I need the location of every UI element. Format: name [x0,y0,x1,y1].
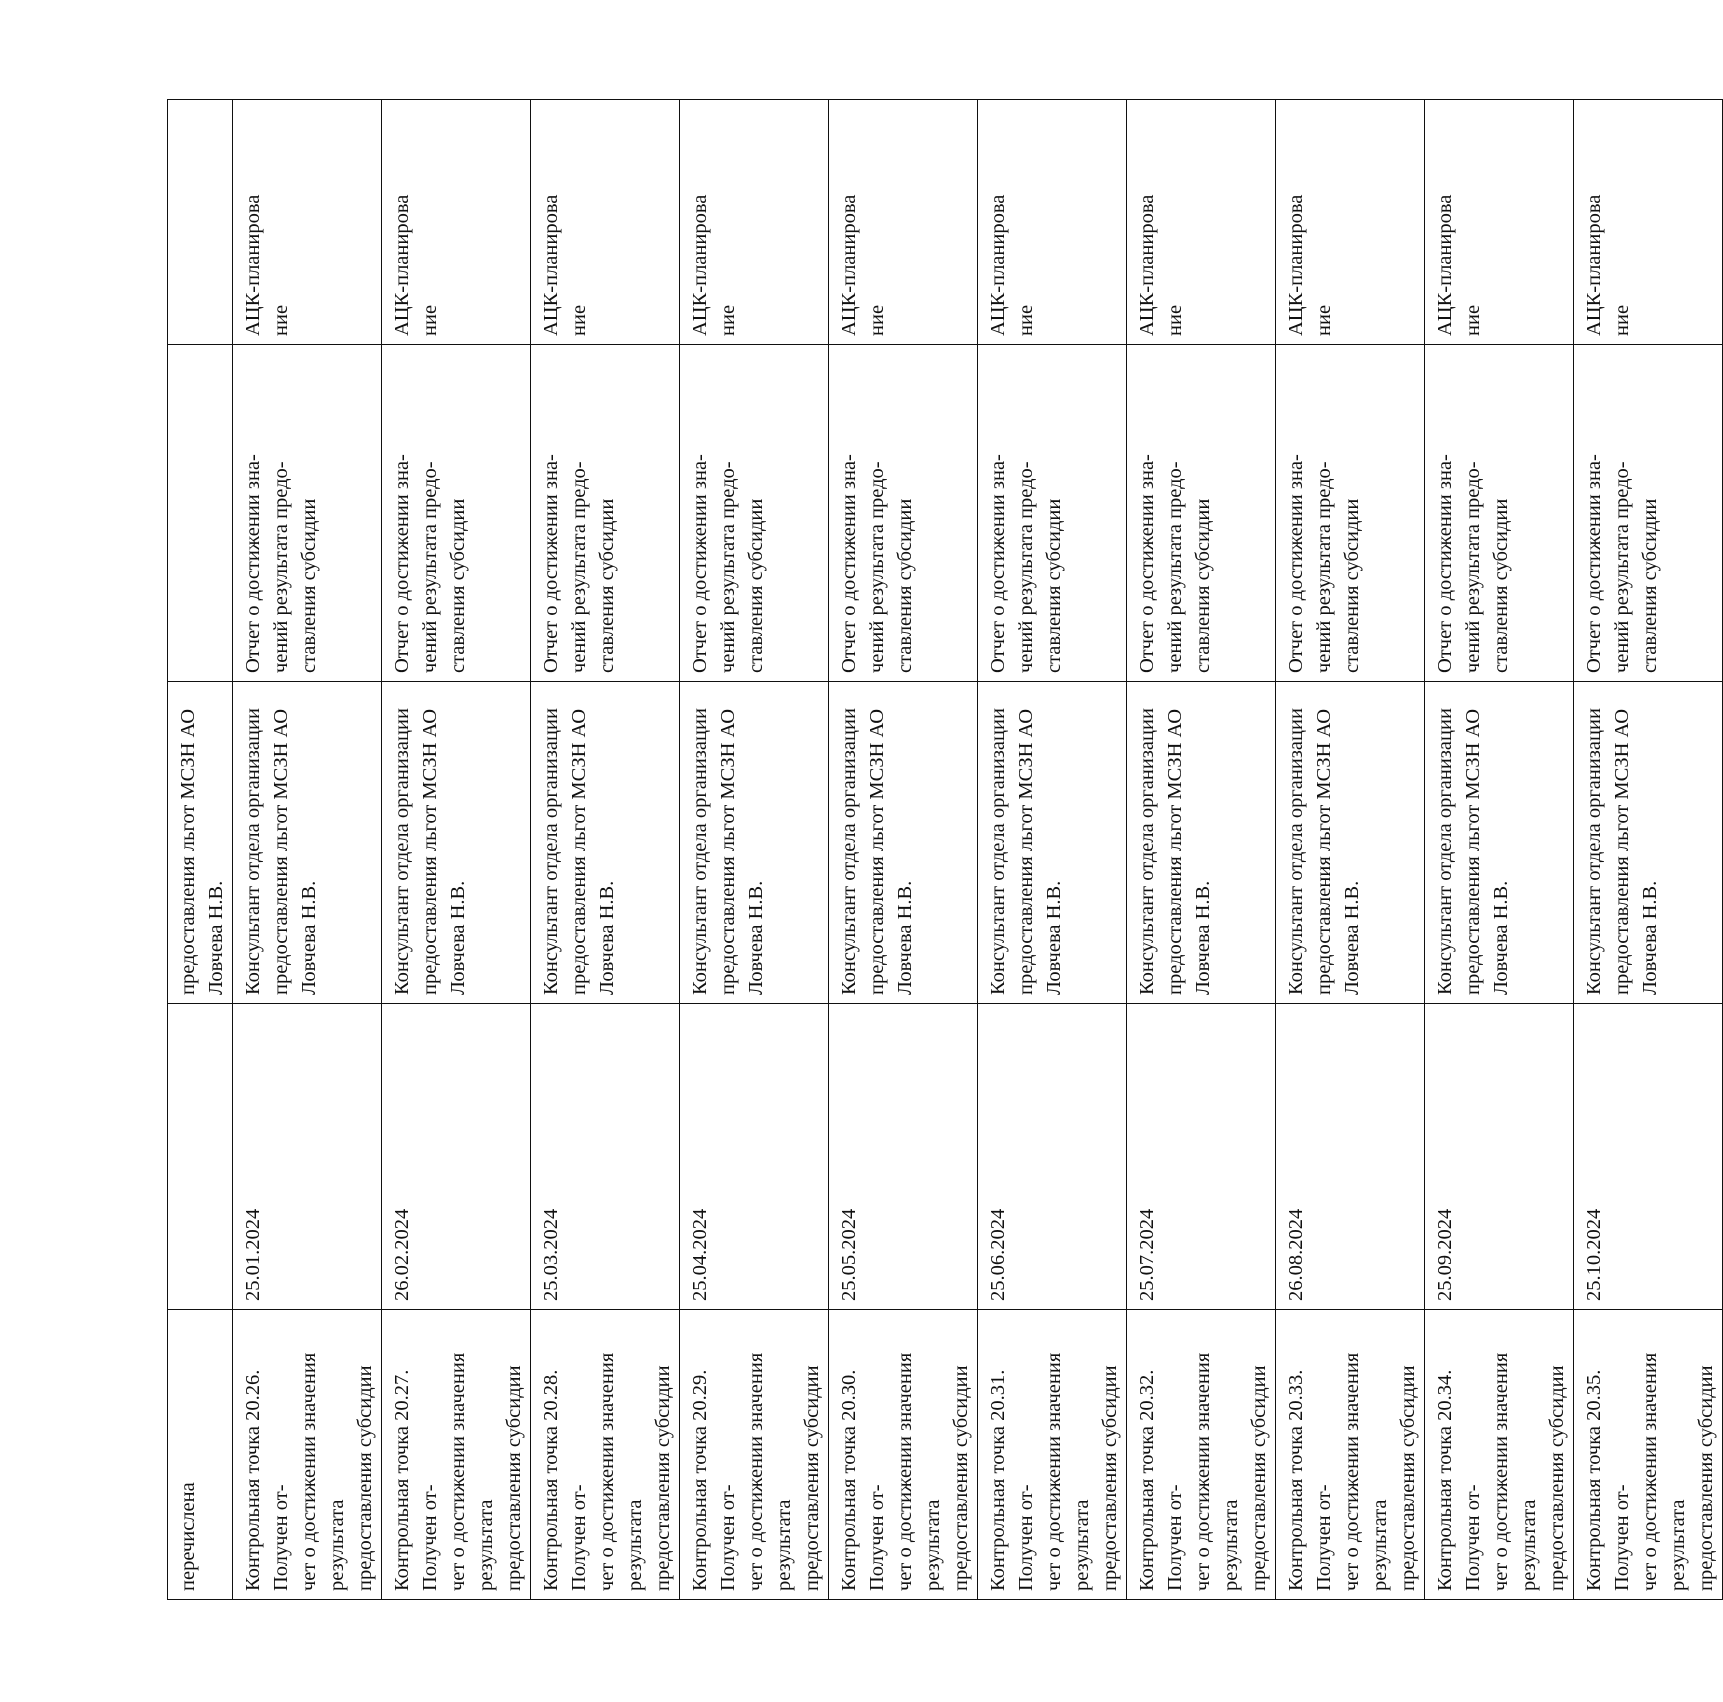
cell-system: АЦК-планирова ние [233,100,382,345]
continuation-cell-system [168,100,233,345]
cell-checkpoint: Контрольная точка 20.34. Получен от- чет о достижении значения результата предоставления субсидии [1425,1310,1574,1600]
cell-document: Отчет о достижении зна- чений результата предо- ставления субсидии [978,345,1127,682]
cell-responsible: Консультант отдела организации предоставления льгот МСЗН АО Ловчева Н.В. [1574,682,1723,1004]
cell-document: Отчет о достижении зна- чений результата предо- ставления субсидии [1574,345,1723,682]
table-row [1574,100,1723,1600]
cell-date: 25.10.2024 [1574,1004,1723,1310]
table-row [531,100,680,1600]
table-row [1127,100,1276,1600]
cell-date: 25.06.2024 [978,1004,1127,1310]
table-row [1425,100,1574,1600]
cell-system: АЦК-планирова ние [978,100,1127,345]
cell-date: 25.05.2024 [829,1004,978,1310]
cell-system: АЦК-планирова ние [680,100,829,345]
cell-system: АЦК-планирова ние [829,100,978,345]
cell-date: 26.02.2024 [382,1004,531,1310]
cell-checkpoint: Контрольная точка 20.32. Получен от- чет о достижении значения результата предоставления субсидии [1127,1310,1276,1600]
cell-system: АЦК-планирова ние [531,100,680,345]
table-row [978,100,1127,1600]
cell-date: 25.04.2024 [680,1004,829,1310]
cell-checkpoint: Контрольная точка 20.27. Получен от- чет о достижении значения результата предоставления субсидии [382,1310,531,1600]
table-row [233,100,382,1600]
cell-checkpoint: Контрольная точка 20.33. Получен от- чет о достижении значения результата предоставления субсидии [1276,1310,1425,1600]
cell-checkpoint: Контрольная точка 20.30. Получен от- чет о достижении значения результата предоставления субсидии [829,1310,978,1600]
cell-checkpoint: Контрольная точка 20.29. Получен от- чет о достижении значения результата предоставления субсидии [680,1310,829,1600]
cell-document: Отчет о достижении зна- чений результата предо- ставления субсидии [680,345,829,682]
cell-responsible: Консультант отдела организации предоставления льгот МСЗН АО Ловчева Н.В. [233,682,382,1004]
cell-date: 25.09.2024 [1425,1004,1574,1310]
cell-document: Отчет о достижении зна- чений результата предо- ставления субсидии [531,345,680,682]
table-body [168,100,1723,1600]
cell-document: Отчет о достижении зна- чений результата предо- ставления субсидии [233,345,382,682]
cell-date: 26.08.2024 [1276,1004,1425,1310]
cell-document: Отчет о достижении зна- чений результата предо- ставления субсидии [1276,345,1425,682]
cell-system: АЦК-планирова ние [1276,100,1425,345]
table-row [680,100,829,1600]
table-row [1276,100,1425,1600]
cell-checkpoint: Контрольная точка 20.28. Получен от- чет о достижении значения результата предоставления субсидии [531,1310,680,1600]
cell-system: АЦК-планирова ние [1127,100,1276,345]
cell-responsible: Консультант отдела организации предоставления льгот МСЗН АО Ловчева Н.В. [1276,682,1425,1004]
continuation-cell-checkpoint: перечислена [168,1310,233,1600]
continuation-cell-date [168,1004,233,1310]
continuation-cell-document [168,345,233,682]
cell-responsible: Консультант отдела организации предоставления льгот МСЗН АО Ловчева Н.В. [680,682,829,1004]
cell-date: 25.07.2024 [1127,1004,1276,1310]
table-row [382,100,531,1600]
cell-responsible: Консультант отдела организации предоставления льгот МСЗН АО Ловчева Н.В. [1425,682,1574,1004]
cell-checkpoint: Контрольная точка 20.26. Получен от- чет о достижении значения результата предоставления субсидии [233,1310,382,1600]
cell-document: Отчет о достижении зна- чений результата предо- ставления субсидии [1425,345,1574,682]
cell-system: АЦК-планирова ние [382,100,531,345]
continuation-row [168,100,233,1600]
cell-checkpoint: Контрольная точка 20.35. Получен от- чет о достижении значения результата предоставления субсидии [1574,1310,1723,1600]
cell-responsible: Консультант отдела организации предоставления льгот МСЗН АО Ловчева Н.В. [1127,682,1276,1004]
cell-system: АЦК-планирова ние [1574,100,1723,345]
checkpoint-table [167,99,1723,1600]
cell-document: Отчет о достижении зна- чений результата предо- ставления субсидии [829,345,978,682]
rotated-page [167,100,1717,1600]
continuation-cell-responsible: предоставления льгот МСЗН АО Ловчева Н.В. [168,682,233,1004]
table-row [829,100,978,1600]
cell-responsible: Консультант отдела организации предоставления льгот МСЗН АО Ловчева Н.В. [978,682,1127,1004]
cell-responsible: Консультант отдела организации предоставления льгот МСЗН АО Ловчева Н.В. [829,682,978,1004]
cell-date: 25.03.2024 [531,1004,680,1310]
cell-document: Отчет о достижении зна- чений результата предо- ставления субсидии [382,345,531,682]
cell-checkpoint: Контрольная точка 20.31. Получен от- чет о достижении значения результата предоставления субсидии [978,1310,1127,1600]
cell-responsible: Консультант отдела организации предоставления льгот МСЗН АО Ловчева Н.В. [382,682,531,1004]
cell-responsible: Консультант отдела организации предоставления льгот МСЗН АО Ловчева Н.В. [531,682,680,1004]
cell-date: 25.01.2024 [233,1004,382,1310]
cell-document: Отчет о достижении зна- чений результата предо- ставления субсидии [1127,345,1276,682]
cell-system: АЦК-планирова ние [1425,100,1574,345]
